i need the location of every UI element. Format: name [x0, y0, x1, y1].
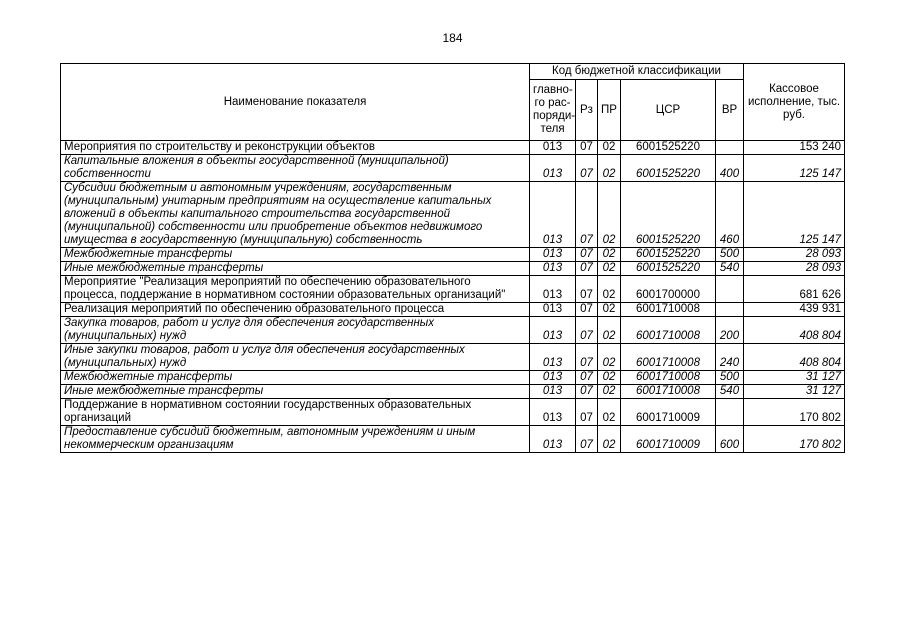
row-pr: 02	[598, 155, 621, 182]
table-row	[61, 344, 845, 371]
row-vr: 460	[716, 182, 744, 248]
row-csr: 6001710009	[621, 399, 716, 426]
row-pr: 02	[598, 276, 621, 303]
row-amount: 408 804	[744, 344, 845, 371]
row-vr: 200	[716, 317, 744, 344]
row-chief-administrator: 013	[530, 371, 576, 385]
row-name: Мероприятие "Реализация мероприятий по обеспечению образовательного процесса, поддержание в нормативном состоянии образовательных организаций"	[61, 276, 530, 303]
row-name: Иные межбюджетные трансферты	[61, 262, 530, 276]
row-amount: 170 802	[744, 399, 845, 426]
row-name: Межбюджетные трансферты	[61, 248, 530, 262]
row-chief-administrator: 013	[530, 399, 576, 426]
row-amount: 439 931	[744, 303, 845, 317]
table-row	[61, 141, 845, 155]
row-rz: 07	[576, 371, 598, 385]
row-name: Субсидии бюджетным и автономным учреждениям, государственным (муниципальным) унитарным предприятиям на осуществление капитальных вложений в объекты капитального строительства государственной (муниципальной) собственности или приобретение объектов недвижимого имущества в государственную (муниципальную) собственность	[61, 182, 530, 248]
row-pr: 02	[598, 248, 621, 262]
table-row	[61, 317, 845, 344]
row-csr: 6001710008	[621, 385, 716, 399]
row-pr: 02	[598, 371, 621, 385]
header-cash-execution: Кассовое исполнение, тыс. руб.	[744, 64, 845, 141]
row-vr: 400	[716, 155, 744, 182]
row-chief-administrator: 013	[530, 248, 576, 262]
row-rz: 07	[576, 182, 598, 248]
row-rz: 07	[576, 426, 598, 453]
row-name: Поддержание в нормативном состоянии государственных образовательных организаций	[61, 399, 530, 426]
row-csr: 6001710008	[621, 344, 716, 371]
row-vr	[716, 399, 744, 426]
row-pr: 02	[598, 317, 621, 344]
table-row	[61, 385, 845, 399]
row-amount: 125 147	[744, 182, 845, 248]
header-budget-classification-code: Код бюджетной классификации	[530, 64, 744, 80]
row-vr: 240	[716, 344, 744, 371]
row-vr	[716, 276, 744, 303]
row-amount: 28 093	[744, 248, 845, 262]
row-vr	[716, 303, 744, 317]
row-chief-administrator: 013	[530, 155, 576, 182]
row-rz: 07	[576, 248, 598, 262]
table-row	[61, 399, 845, 426]
row-amount: 31 127	[744, 371, 845, 385]
row-vr: 540	[716, 262, 744, 276]
row-rz: 07	[576, 276, 598, 303]
table-header	[61, 64, 845, 141]
row-amount: 681 626	[744, 276, 845, 303]
table-row	[61, 276, 845, 303]
row-chief-administrator: 013	[530, 262, 576, 276]
row-name: Реализация мероприятий по обеспечению образовательного процесса	[61, 303, 530, 317]
row-vr: 500	[716, 248, 744, 262]
row-pr: 02	[598, 182, 621, 248]
row-chief-administrator: 013	[530, 344, 576, 371]
row-chief-administrator: 013	[530, 317, 576, 344]
row-csr: 6001525220	[621, 155, 716, 182]
header-pr: ПР	[598, 80, 621, 141]
table-row	[61, 303, 845, 317]
row-rz: 07	[576, 303, 598, 317]
row-csr: 6001710008	[621, 317, 716, 344]
table-row	[61, 262, 845, 276]
header-csr: ЦСР	[621, 80, 716, 141]
row-vr: 500	[716, 371, 744, 385]
row-pr: 02	[598, 303, 621, 317]
row-pr: 02	[598, 399, 621, 426]
row-pr: 02	[598, 426, 621, 453]
row-amount: 28 093	[744, 262, 845, 276]
row-name: Закупка товаров, работ и услуг для обеспечения государственных (муниципальных) нужд	[61, 317, 530, 344]
row-pr: 02	[598, 141, 621, 155]
row-vr: 600	[716, 426, 744, 453]
table-row	[61, 182, 845, 248]
row-amount: 31 127	[744, 385, 845, 399]
row-amount: 153 240	[744, 141, 845, 155]
row-pr: 02	[598, 385, 621, 399]
row-vr: 540	[716, 385, 744, 399]
row-chief-administrator: 013	[530, 385, 576, 399]
table-row	[61, 155, 845, 182]
row-chief-administrator: 013	[530, 141, 576, 155]
row-name: Предоставление субсидий бюджетным, автономным учреждениям и иным некоммерческим организациям	[61, 426, 530, 453]
row-csr: 6001700000	[621, 276, 716, 303]
header-rz: Рз	[576, 80, 598, 141]
row-csr: 6001525220	[621, 182, 716, 248]
budget-table	[60, 63, 845, 453]
header-chief-administrator: главно-го рас-поряди-теля	[530, 80, 576, 141]
row-csr: 6001525220	[621, 141, 716, 155]
row-pr: 02	[598, 344, 621, 371]
header-vr: ВР	[716, 80, 744, 141]
header-name: Наименование показателя	[61, 64, 530, 141]
row-rz: 07	[576, 344, 598, 371]
row-rz: 07	[576, 385, 598, 399]
row-vr	[716, 141, 744, 155]
row-name: Межбюджетные трансферты	[61, 371, 530, 385]
row-csr: 6001525220	[621, 262, 716, 276]
row-name: Мероприятия по строительству и реконструкции объектов	[61, 141, 530, 155]
row-amount: 170 802	[744, 426, 845, 453]
row-name: Иные межбюджетные трансферты	[61, 385, 530, 399]
row-rz: 07	[576, 141, 598, 155]
row-chief-administrator: 013	[530, 276, 576, 303]
row-csr: 6001710008	[621, 303, 716, 317]
table-body	[61, 141, 845, 453]
row-pr: 02	[598, 262, 621, 276]
table-row	[61, 248, 845, 262]
row-rz: 07	[576, 399, 598, 426]
table-row	[61, 426, 845, 453]
table-row	[61, 371, 845, 385]
row-csr: 6001525220	[621, 248, 716, 262]
row-rz: 07	[576, 262, 598, 276]
row-name: Иные закупки товаров, работ и услуг для обеспечения государственных (муниципальных) нужд	[61, 344, 530, 371]
row-chief-administrator: 013	[530, 182, 576, 248]
row-amount: 125 147	[744, 155, 845, 182]
row-csr: 6001710008	[621, 371, 716, 385]
row-chief-administrator: 013	[530, 426, 576, 453]
page-number: 184	[442, 31, 463, 45]
row-amount: 408 804	[744, 317, 845, 344]
row-rz: 07	[576, 317, 598, 344]
row-csr: 6001710009	[621, 426, 716, 453]
row-chief-administrator: 013	[530, 303, 576, 317]
row-name: Капитальные вложения в объекты государственной (муниципальной) собственности	[61, 155, 530, 182]
row-rz: 07	[576, 155, 598, 182]
